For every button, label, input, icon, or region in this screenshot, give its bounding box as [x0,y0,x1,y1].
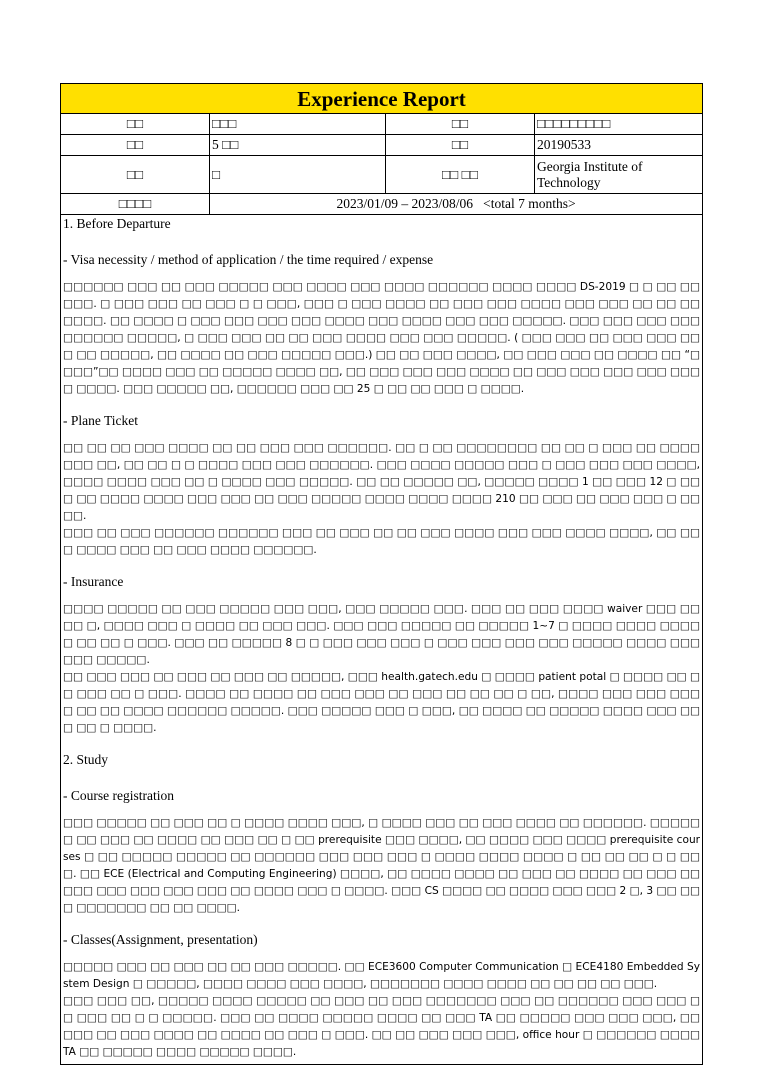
period-value: 2023/01/09 – 2023/08/06 <total 7 months> [210,194,703,215]
report-title: Experience Report [61,84,703,114]
period-label: □□□□ [61,194,210,215]
plane-ticket-paragraph-1: □□ □□ □□ □□□ □□□□ □□ □□ □□□ □□□ □□□□□□. □□ □ □□ □□□□□□□□ □□ □□ □ □□□ □□ □□□□ □□□ □□, □□ □□ □ □ □□□□ □□□ □□□ □□□□□□. □□□ □□□□ □□□□□ □□□ □ □□□ □□□ □□□ □□□□, □□□□ □□□□ □□□ □□ □ □□□□ □□□ □□□□□. □□ □□ □□□□□ □□, □□□□□ □□□□ 1 □□ □□□ 12 □ □□□ □□ □□□□ □□□□ □□□ □□□ □□ □□□ □□□□□ □□□□ □□□□ □□□□ 210 □□ □□□ □□ □□□ □□□ □ □□□□. [63,442,701,522]
plane-ticket-paragraph-2: □□□ □□ □□□ □□□□□□ □□□□□□ □□□ □□ □□□ □□ □□ □□□ □□□□ □□□ □□□ □□□□ □□□□, □□ □□□ □□□□ □□□ □□ □□□ □□□□ □□□□□□. [63,527,701,556]
info-value-name: □□□ [210,114,386,135]
report-body [61,215,703,1065]
info-label-department: □□ [386,114,535,135]
insurance-paragraph-2: □□ □□□ □□□ □□ □□□ □□ □□□ □□ □□□□□, □□□ health.gatech.edu □ □□□□ patient potal □ □□□□ □□ □□ □□□ □□ □ □□□. □□□□ □□ □□□□ □□ □□□ □□□ □□ □□□ □□ □□ □□ □ □□, □□□□ □□□ □□□ □□□□ □□ □□ □□□□ □□□□□□ □□□□□. □□□ □□□□□ □□□ □ □□□, □□ □□□□ □□ □□□□□ □□□□ □□□ □□□ □□ □ □□□□. [63,671,701,734]
info-label-semester: □□ [61,135,210,156]
info-value-student-id: 20190533 [535,135,703,156]
info-label-name: □□ [61,114,210,135]
info-label-gender: □□ [61,156,210,194]
section-before-departure-title: 1. Before Departure [63,216,171,231]
section-study-title: 2. Study [63,752,109,767]
info-label-student-id: □□ [386,135,535,156]
info-value-host-university: Georgia Institute of Technology [535,156,703,194]
info-label-host-university: □□ □□ [386,156,535,194]
insurance-paragraph-1: □□□□ □□□□□ □□ □□□ □□□□□ □□□ □□□, □□□ □□□□□ □□□. □□□ □□ □□□ □□□□ waiver □□□ □□ □□ □, □□□□ □□□ □ □□□□ □□ □□□ □□□. □□□ □□□ □□□□□ □□ □□□□□ 1~7 □ □□□□ □□□□ □□□□□ □□ □□ □ □□□. □□□ □□ □□□□□ 8 □ □ □□□ □□□ □□□ □ □□□ □□□ □□□ □□□ □□□□□ □□□□ □□□ □□□ □□□□□. [63,603,701,666]
visa-paragraph: □□□□□□ □□□ □□ □□□ □□□□□ □□□ □□□□ □□□ □□□□ □□□□□□ □□□□ □□□□ DS-2019 □ □ □□ □□□□□. □ □□□ □□□ □□ □□□ □ □ □□□, □□□ □ □□□ □□□□ □□ □□□ □□□ □□□□ □□□ □□□ □□ □□ □□ □□□□. □□ □□□□ □ □□□ □□□ □□□ □□□ □□□□ □□□ □□□□ □□□ □□□ □□□□□. □□□ □□□ □□□ □□□ □□□□□□ □□□□□, □ □□□ □□□ □□ □□ □□□ □□□□ □□□ □□□ □□□□□. ( □□□ □□□ □□ □□□ □□□ □□□ □□ □□□□□, □□ □□□□ □□ □□□ □□□□□ □□□.) □□ □□ □□□ □□□□, □□ □□□ □□□ □□ □□□□ □□ “□□□□”□□ □□□□ □□□ □□ □□□□□ □□□□ □□, □□ □□□ □□□ □□□ □□□□ □□ □□□ □□□ □□□ □□□ □□□ □ □□□□. □□□ □□□□□ □□, □□□□□□ □□□ □□ 25 □ □□ □□ □□□ □ □□□□. [63,281,701,395]
course-registration-heading: - Course registration [63,788,174,803]
course-registration-paragraph: □□□ □□□□□ □□ □□□ □□ □ □□□□ □□□□ □□□, □ □□□□ □□□ □□ □□□ □□□□ □□ □□□□□□. □□□□□□ □□ □□□ □□ □□□□ □□ □□□ □□ □ □□ prerequisite □□□ □□□□, □□ □□□□ □□□ □□□□ prerequisite courses □ □□ □□□□□ □□□□□ □□ □□□□□□ □□□ □□□ □□□ □ □□□□ □□□□ □□□□ □ □□ □□ □□ □ □ □□□. □□ ECE (Electrical and Computing Engineering) □□□□, □□ □□□□ □□□□ □□ □□□ □□ □□□□ □□ □□□ □□ □□□ □□□ □□□ □□□ □□□ □□ □□□□ □□□ □ □□□□. □□□ CS □□□□ □□ □□□□ □□□ □□□ 2 □, 3 □□ □□□ □□□□□□□ □□ □□ □□□□. [63,817,701,914]
classes-paragraph-2: □□□ □□□ □□, □□□□□ □□□□ □□□□□ □□ □□□ □□ □□□ □□□□□□□ □□□ □□ □□□□□□ □□□ □□□ □□ □□□ □□ □ □ □□□□□. □□□ □□ □□□□ □□□□□ □□□□ □□ □□□ TA □□ □□□□□ □□□ □□□ □□□, □□ □□□ □□ □□□ □□□□ □□ □□□□ □□ □□□ □ □□□. □□ □□ □□□ □□□ □□□, office hour □ □□□□□□ □□□□ TA □□ □□□□□ □□□□ □□□□□ □□□□. [63,995,701,1058]
classes-heading: - Classes(Assignment, presentation) [63,932,258,947]
info-value-department: □□□□□□□□□ [535,114,703,135]
insurance-heading: - Insurance [63,574,124,589]
classes-paragraph-1: □□□□□ □□□ □□ □□□ □□ □□ □□□ □□□□□. □□ ECE3600 Computer Communication □ ECE4180 Embedded System Design □ □□□□□, □□□□ □□□□ □□□ □□□□, □□□□□□□ □□□□ □□□□ □□ □□ □□ □□ □□□. [63,961,701,990]
info-value-semester: 5 □□ [210,135,386,156]
info-value-gender: □ [210,156,386,194]
plane-ticket-heading: - Plane Ticket [63,413,139,428]
visa-heading: - Visa necessity / method of application / the time required / expense [63,252,434,267]
experience-report-table [60,83,703,1065]
